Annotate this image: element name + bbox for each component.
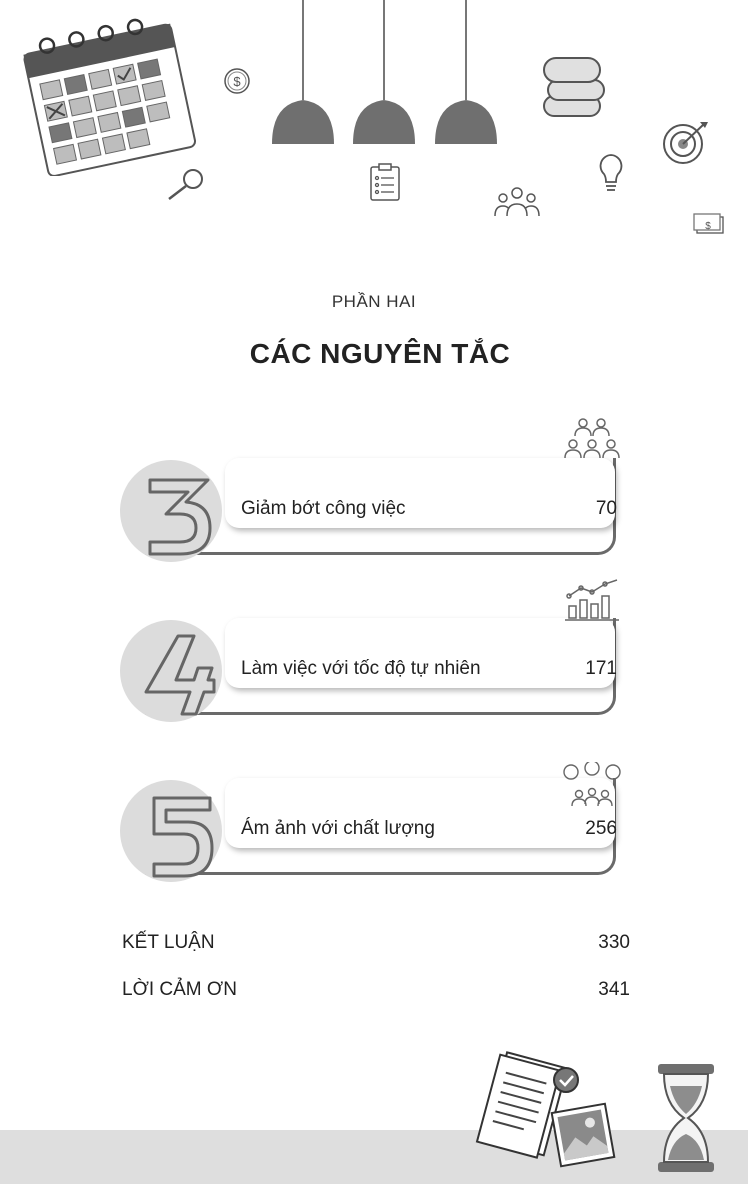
- dollar-coin-icon: [222, 66, 252, 96]
- photo-icon: [548, 1100, 618, 1170]
- part-label: PHẦN HAI: [331, 292, 417, 311]
- toc-row-page: 330: [598, 932, 630, 953]
- chapter-title: Giảm bớt công việc: [241, 498, 406, 519]
- toc-row-title: LỜI CẢM ƠN: [122, 979, 237, 1000]
- toc-row-page: 341: [598, 979, 630, 1000]
- chapter-entry[interactable]: [115, 618, 635, 738]
- svg-text:$: $: [705, 221, 711, 232]
- chapter-number-glyph: [120, 618, 222, 720]
- bar-chart-trend-icon: [561, 578, 623, 624]
- section-title: CÁC NGUYÊN TẮC: [249, 338, 511, 369]
- people-share-icon: [561, 762, 623, 808]
- people-group-icon: [561, 418, 623, 464]
- toc-row-title: KẾT LUẬN: [122, 932, 215, 953]
- chapter-entry[interactable]: [115, 458, 635, 578]
- chapter-page: 171: [585, 658, 617, 679]
- banknote-icon: [692, 212, 726, 236]
- chapter-page: 256: [585, 818, 617, 839]
- chapter-number-glyph: [120, 458, 222, 560]
- clipboard-icon: [368, 162, 402, 202]
- toc-row-conclusion[interactable]: [122, 932, 632, 954]
- footer-band: [0, 1130, 748, 1184]
- chapter-title: Làm việc với tốc độ tự nhiên: [241, 658, 481, 679]
- chapter-entry[interactable]: [115, 778, 635, 898]
- coin-stack-icon: [538, 52, 610, 124]
- hourglass-icon: [654, 1062, 718, 1174]
- chapter-page: 70: [595, 498, 617, 519]
- calendar-icon: [18, 8, 198, 176]
- chapter-number-glyph: [120, 778, 222, 880]
- target-icon: [658, 118, 712, 166]
- svg-text:$: $: [233, 74, 241, 89]
- toc-row-acknowledgements[interactable]: [122, 979, 632, 1001]
- pendant-lamp-icon: [268, 0, 504, 148]
- chapter-title: Ám ảnh với chất lượng: [241, 818, 435, 839]
- lightbulb-icon: [596, 152, 626, 196]
- people-icon: [493, 184, 541, 220]
- magnifier-icon: [163, 165, 207, 205]
